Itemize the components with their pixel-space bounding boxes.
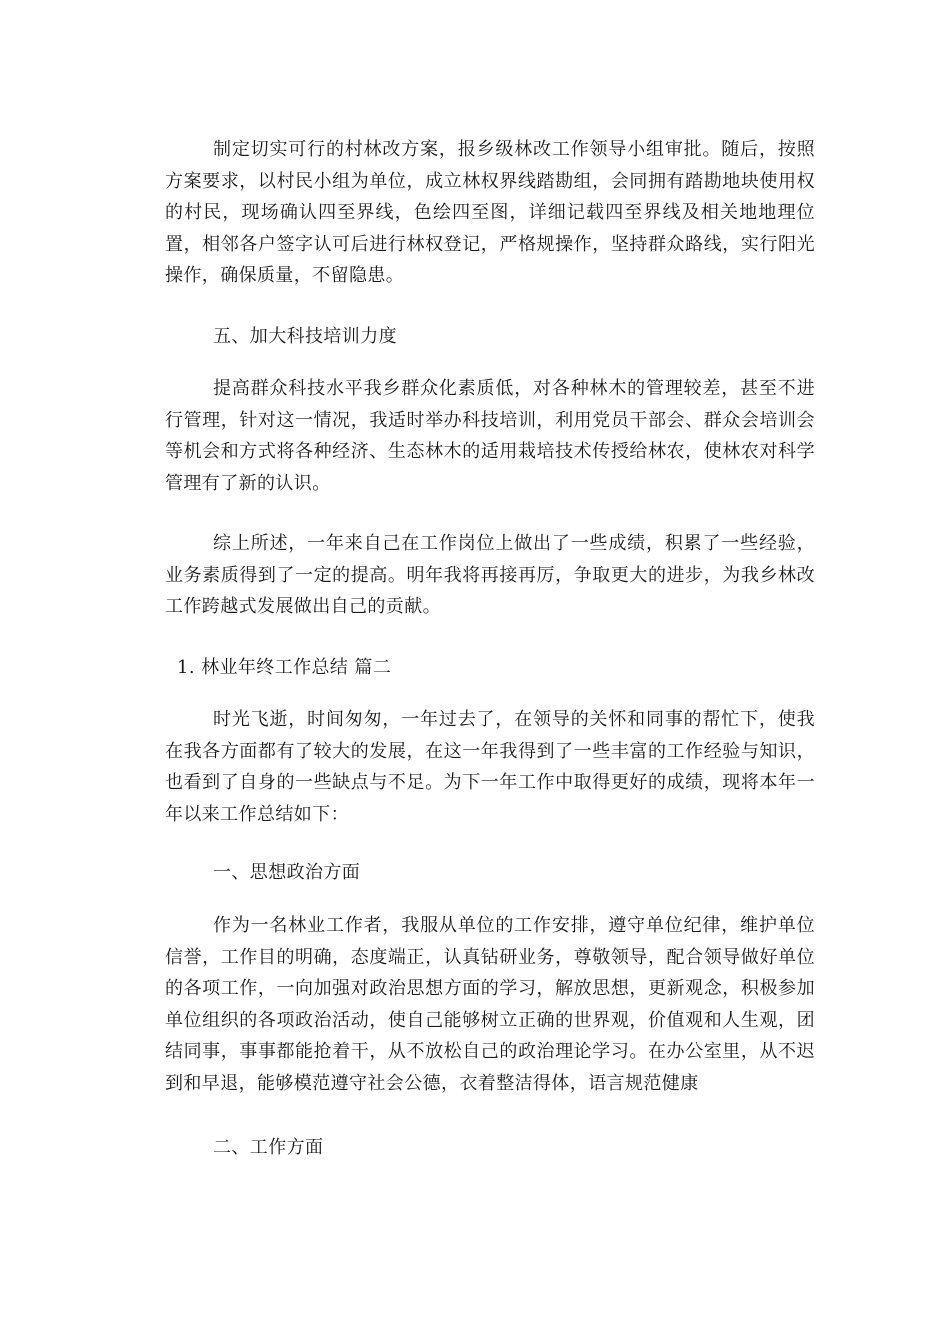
- paragraph-text: 作为一名林业工作者，我服从单位的工作安排，遵守单位纪律，维护单位信誉，工作目的明确，态度端正，认真钻研业务，尊敬领导，配合领导做好单位的各项工作，一向加强对政治思想方面的学习，解放思想，更新观念，积极参加单位组织的各项政治活动，使自己能够树立正确的世界观，价值观和人生观，团结同事，事事都能抢着干，从不放松自己的政治理论学习。在办公室里，从不迟到和早退，能够模范遵守社会公德，衣着整洁得体，语言规范健康: [165, 915, 815, 1094]
- paragraph-tech-training: [165, 373, 815, 499]
- heading-tech-training: [165, 321, 815, 353]
- paragraph-political-thought: [165, 910, 815, 1099]
- paragraph-intro: [165, 704, 815, 830]
- paragraph-text: 制定切实可行的村林改方案，报乡级林改工作领导小组审批。随后，按照方案要求，以村民小组为单位，成立林权界线踏勘组，会同拥有踏勘地块使用权的村民，现场确认四至界线，色绘四至图，详细记载四至界线及相关地地理位置，相邻各户签字认可后进行林权登记，严格规操作，坚持群众路线，实行阳光操作，确保质量，不留隐患。: [165, 139, 815, 286]
- paragraph-text: 时光飞逝，时间匆匆，一年过去了，在领导的关怀和同事的帮忙下，使我在我各方面都有了较大的发展，在这一年我得到了一些丰富的工作经验与知识，也看到了自身的一些缺点与不足。为下一年工作中取得更好的成绩，现将本年一年以来工作总结如下：: [165, 709, 815, 825]
- heading-text: 二、工作方面: [213, 1137, 324, 1158]
- heading-text: 一、思想政治方面: [213, 862, 361, 883]
- paragraph-summary: [165, 528, 815, 623]
- paragraph-text: 提高群众科技水平我乡群众化素质低，对各种林木的管理较差，甚至不进行管理，针对这一情况，我适时举办科技培训，利用党员干部会、群众会培训会等机会和方式将各种经济、生态林木的适用栽培技术传授给林农，使林农对科学管理有了新的认识。: [165, 378, 815, 494]
- heading-work: [165, 1132, 815, 1164]
- heading-political-thought: [165, 857, 815, 889]
- paragraph-forest-reform-plan: [165, 134, 815, 292]
- heading-text: 五、加大科技培训力度: [213, 326, 397, 347]
- section-title-text: 1. 林业年终工作总结 篇二: [177, 657, 392, 678]
- paragraph-text: 综上所述，一年来自己在工作岗位上做出了一些成绩，积累了一些经验，业务素质得到了一定的提高。明年我将再接再厉，争取更大的进步，为我乡林改工作跨越式发展做出自己的贡献。: [165, 533, 815, 617]
- section-title: [165, 652, 815, 684]
